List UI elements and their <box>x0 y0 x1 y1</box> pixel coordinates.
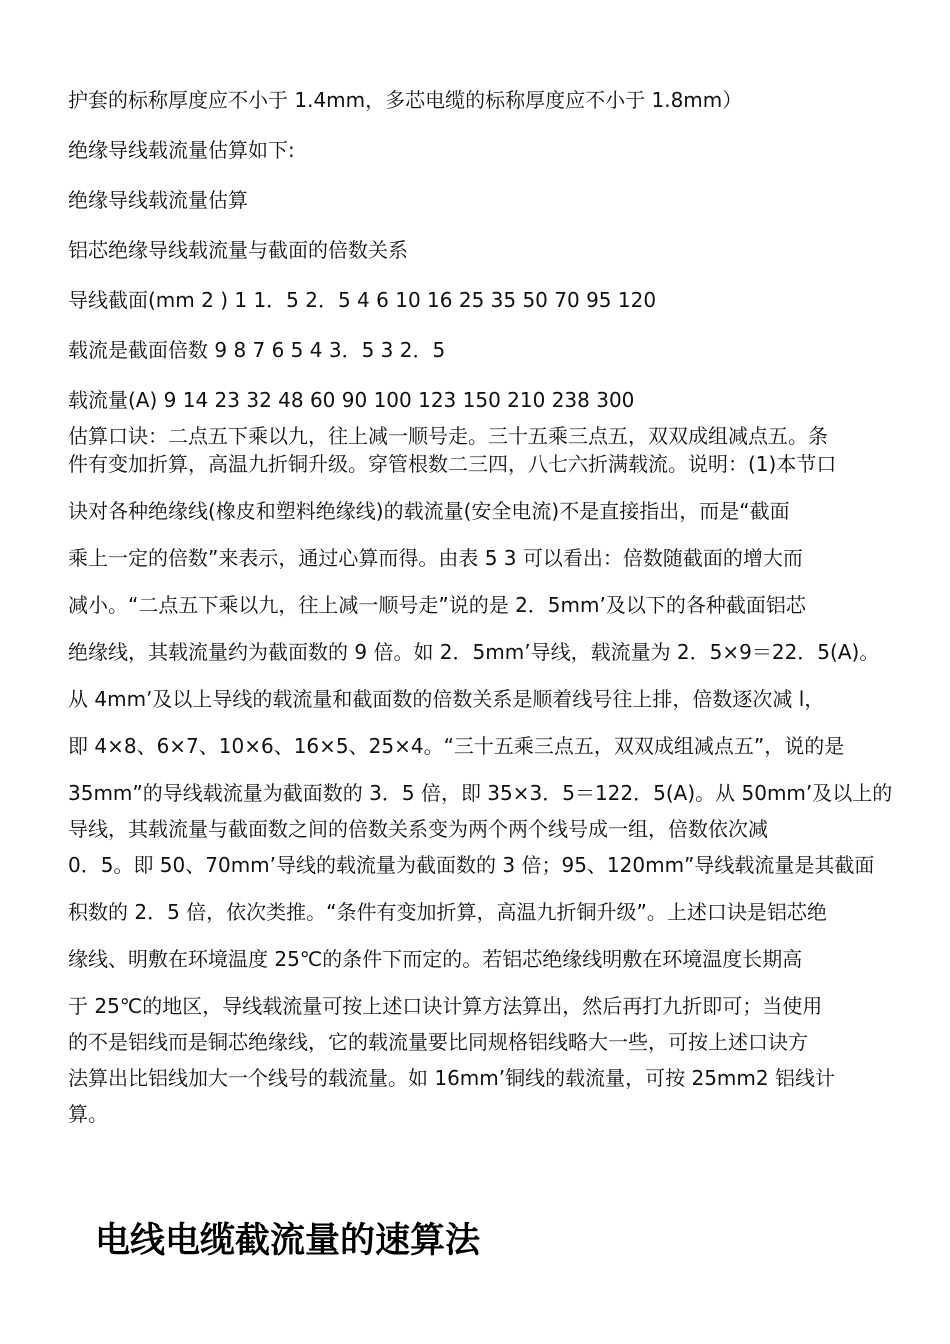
paragraph-line: 导线，其载流量与截面数之间的倍数关系变为两个两个线号成一组，倍数依次减 <box>68 817 768 841</box>
text-line-multiple-relation: 铝芯绝缘导线载流量与截面的倍数关系 <box>68 238 408 262</box>
text-line-sheath-thickness: 护套的标称厚度应不小于 1.4mm，多芯电缆的标称厚度应不小于 1.8mm） <box>68 88 743 112</box>
paragraph-line: 乘上一定的倍数”来表示，通过心算而得。由表 5 3 可以看出：倍数随截面的增大而 <box>68 546 803 570</box>
paragraph-line: 35mm”的导线载流量为截面数的 3．5 倍，即 35×3．5＝122．5(A)。从 50mm’及以上的 <box>68 781 893 805</box>
paragraph-line: 积数的 2．5 倍，依次类推。“条件有变加折算，高温九折铜升级”。上述口诀是铝芯绝 <box>68 900 827 924</box>
paragraph-line: 的不是铝线而是铜芯绝缘线，它的载流量要比同规格铝线略大一些，可按上述口诀方 <box>68 1030 808 1054</box>
section-heading: 电线电缆截流量的速算法 <box>95 1221 481 1261</box>
paragraph-line: 从 4mm’及以上导线的载流量和截面数的倍数关系是顺着线号往上排，倍数逐次减 l， <box>68 687 825 711</box>
text-line-estimate-title: 绝缘导线载流量估算 <box>68 188 248 212</box>
paragraph-line: 估算口诀：二点五下乘以九，往上减一顺号走。三十五乘三点五，双双成组减点五。条 <box>68 424 828 448</box>
explanation-paragraph <box>68 422 893 1128</box>
paragraph-line: 0．5。即 50、70mm’导线的载流量为截面数的 3 倍；95、120mm”导线载流量是其截面 <box>68 853 875 877</box>
text-line-cross-sections: 导线截面(mm 2 ) 1 1．5 2．5 4 6 10 16 25 35 50 70 95 120 <box>68 288 657 312</box>
paragraph-line: 件有变加折算，高温九折铜升级。穿管根数二三四，八七六折满载流。说明：(1)本节口 <box>68 452 837 476</box>
paragraph-line: 绝缘线，其载流量约为截面数的 9 倍。如 2．5mm’导线，载流量为 2．5×9＝22．5(A)。 <box>68 640 880 664</box>
text-line-multiples: 载流是截面倍数 9 8 7 6 5 4 3．5 3 2．5 <box>68 338 446 362</box>
paragraph-line: 于 25℃的地区，导线载流量可按上述口诀计算方法算出，然后再打九折即可；当使用 <box>68 994 823 1018</box>
paragraph-line: 缘线、明敷在环境温度 25℃的条件下而定的。若铝芯绝缘线明敷在环境温度长期高 <box>68 947 803 971</box>
text-line-estimate-intro: 绝缘导线载流量估算如下: <box>68 138 295 162</box>
paragraph-line: 法算出比铝线加大一个线号的载流量。如 16mm’铜线的载流量，可按 25mm2 铝线计 <box>68 1066 835 1090</box>
paragraph-line: 诀对各种绝缘线(橡皮和塑料绝缘线)的载流量(安全电流)不是直接指出，而是“截面 <box>68 499 790 523</box>
text-line-ampacity: 载流量(A) 9 14 23 32 48 60 90 100 123 150 210 238 300 <box>68 388 635 412</box>
paragraph-line: 算。 <box>68 1102 108 1126</box>
paragraph-line: 即 4×8、6×7、10×6、16×5、25×4。“三十五乘三点五，双双成组减点五”，说的是 <box>68 734 845 758</box>
paragraph-line: 减小。“二点五下乘以九，往上减一顺号走”说的是 2．5mm’及以下的各种截面铝芯 <box>68 593 806 617</box>
